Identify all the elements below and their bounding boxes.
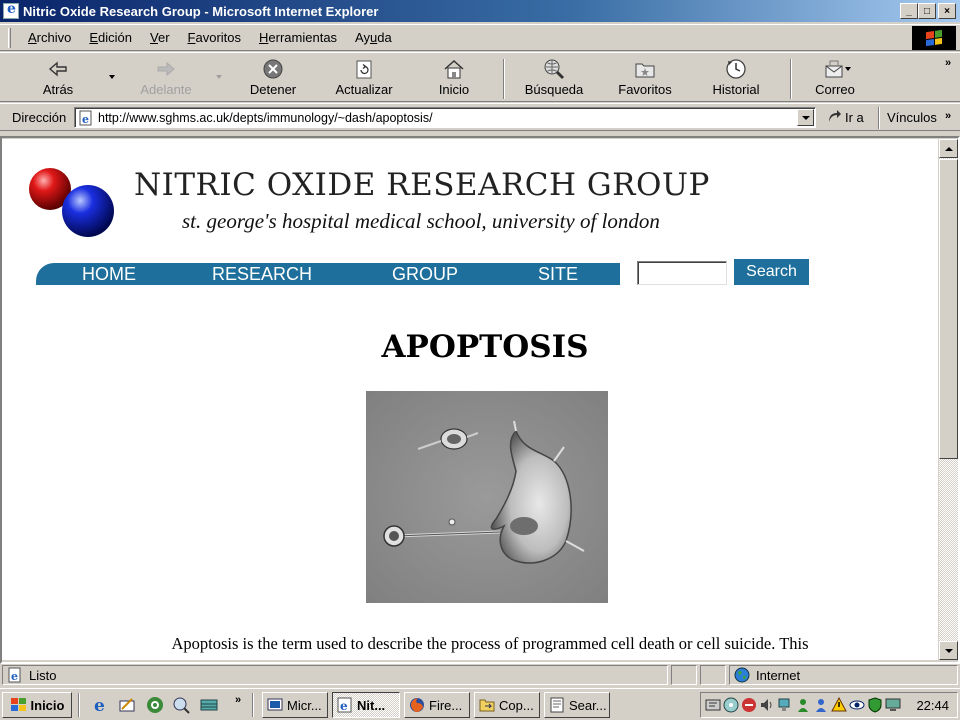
svg-text:e: e [94, 696, 105, 714]
ie-icon [337, 697, 353, 713]
back-button[interactable] [28, 55, 88, 101]
system-tray [700, 692, 958, 718]
address-url[interactable]: http://www.sghms.ac.uk/depts/immunology/~dash/apoptosis/ [98, 110, 433, 125]
tray-alert-icon[interactable] [831, 697, 847, 713]
apoptotic-cell-micrograph [366, 391, 608, 603]
site-subtitle: st. george's hospital medical school, university of london [182, 209, 660, 233]
powerpoint-icon [267, 697, 283, 713]
back-arrow-icon [47, 58, 69, 80]
status-text-cell [2, 665, 668, 685]
svg-text:e: e [340, 699, 348, 713]
close-button[interactable] [938, 3, 956, 19]
tray-messenger-icon[interactable] [795, 697, 811, 713]
intro-paragraph: Apoptosis is the term used to describe the process of programmed cell death or cell suicide. This [171, 634, 809, 653]
toolbar-more-chevron[interactable]: » [945, 57, 952, 69]
web-page [2, 139, 938, 660]
svg-text:e: e [82, 112, 89, 126]
tray-volume-icon[interactable] [759, 697, 775, 713]
window-title-bar[interactable] [0, 0, 960, 22]
tray-tools-icon[interactable] [705, 697, 721, 713]
task-button-ie[interactable] [332, 692, 400, 718]
home-button[interactable] [430, 55, 478, 101]
tray-user-icon[interactable] [813, 697, 829, 713]
task-button-search[interactable] [544, 692, 610, 718]
status-bar [0, 663, 960, 687]
task-label: Fire... [429, 697, 463, 713]
copy-icon [479, 697, 495, 713]
history-button[interactable] [708, 55, 764, 101]
menu-ayuda[interactable]: Ayuda [355, 30, 392, 45]
status-text: Listo [29, 667, 57, 683]
page-heading: APOPTOSIS [381, 329, 589, 365]
windows-taskbar [0, 688, 960, 720]
nav-group-link[interactable]: GROUP [392, 264, 459, 284]
search-globe-icon [543, 58, 565, 80]
vertical-scrollbar[interactable] [939, 139, 958, 660]
task-button-firefox[interactable] [404, 692, 470, 718]
task-button-copy[interactable] [474, 692, 540, 718]
tray-antivirus-icon[interactable] [741, 697, 757, 713]
home-label: Inicio [438, 82, 470, 97]
refresh-button[interactable] [332, 55, 396, 101]
standard-toolbar [0, 52, 960, 102]
task-label: Nit... [357, 697, 386, 713]
mail-label: Correo [815, 82, 855, 97]
refresh-icon [353, 58, 375, 80]
taskbar-clock[interactable]: 22:44 [916, 698, 949, 713]
quicklaunch-more-chevron[interactable]: » [235, 694, 242, 706]
task-label: Sear... [569, 697, 607, 713]
tray-eye-icon[interactable] [849, 697, 865, 713]
nav-site-link[interactable]: SITE [538, 264, 579, 284]
forward-button[interactable] [134, 55, 198, 101]
windows-start-icon [10, 697, 28, 713]
start-label: Inicio [30, 697, 65, 713]
forward-label: Adelante [140, 82, 192, 97]
site-search-button[interactable]: Search [733, 258, 810, 286]
menu-ver[interactable]: Ver [150, 30, 170, 45]
address-field[interactable] [74, 107, 816, 128]
quicklaunch-ie-icon[interactable] [92, 696, 110, 714]
menu-herramientas[interactable]: Herramientas [259, 30, 338, 45]
search-label: Búsqueda [524, 82, 584, 97]
home-icon [443, 58, 465, 80]
address-dropdown-button[interactable] [797, 109, 814, 126]
ie-app-icon[interactable] [3, 3, 19, 19]
scroll-up-button[interactable] [939, 139, 958, 158]
windows-logo-throbber [912, 26, 956, 50]
svg-text:e: e [11, 670, 18, 683]
close-icon: × [944, 5, 950, 17]
back-dropdown-arrow[interactable] [109, 75, 115, 79]
start-button[interactable] [2, 692, 72, 718]
nav-home-link[interactable]: HOME [82, 264, 136, 284]
mail-dropdown-arrow[interactable] [845, 67, 851, 71]
firefox-icon [409, 697, 425, 713]
toolbar-separator [503, 59, 505, 99]
search-button[interactable] [520, 55, 588, 101]
site-title: NITRIC OXIDE RESEARCH GROUP [134, 167, 710, 203]
stop-button[interactable] [244, 55, 302, 101]
tray-shield-icon[interactable] [867, 697, 883, 713]
favorites-button[interactable] [614, 55, 676, 101]
mail-button[interactable] [810, 55, 860, 101]
quicklaunch-search-icon[interactable] [172, 696, 190, 714]
quicklaunch-media-icon[interactable] [146, 696, 164, 714]
go-button[interactable] [826, 109, 864, 125]
quicklaunch-network-icon[interactable] [200, 696, 218, 714]
stop-label: Detener [249, 82, 297, 97]
scrollbar-thumb[interactable] [939, 159, 958, 459]
go-label: Ir a [845, 109, 864, 125]
mail-icon [824, 58, 846, 80]
task-label: Micr... [287, 697, 322, 713]
maximize-button[interactable] [918, 3, 936, 19]
links-more-chevron[interactable]: » [945, 110, 952, 122]
menu-edicion[interactable]: Edición [89, 30, 132, 45]
minimize-button[interactable] [900, 3, 918, 19]
refresh-label: Actualizar [335, 82, 393, 97]
tray-monitor-icon[interactable] [885, 697, 901, 713]
internet-globe-icon [734, 667, 750, 683]
window-title: Nitric Oxide Research Group - Microsoft Internet Explorer [23, 3, 379, 19]
task-label: Cop... [499, 697, 534, 713]
taskbar-separator [78, 693, 80, 717]
minimize-icon: _ [906, 5, 912, 17]
nav-research-link[interactable]: RESEARCH [212, 264, 313, 284]
favorites-label: Favoritos [618, 82, 672, 97]
favorites-folder-icon [634, 58, 656, 80]
forward-dropdown-arrow[interactable] [216, 75, 222, 79]
site-search-input[interactable] [637, 261, 727, 285]
status-cell-empty [671, 665, 697, 685]
toolbar-separator [790, 59, 792, 99]
taskbar-separator [252, 693, 254, 717]
maximize-icon: □ [923, 5, 931, 17]
nitric-oxide-molecule-logo [28, 165, 118, 239]
site-nav-bar [36, 263, 620, 285]
menu-favoritos[interactable]: Favoritos [187, 30, 242, 45]
menu-grip[interactable] [8, 28, 11, 48]
forward-arrow-icon [155, 58, 177, 80]
status-cell-empty [700, 665, 726, 685]
history-label: Historial [712, 82, 760, 97]
task-button-powerpoint[interactable] [262, 692, 328, 718]
page-done-icon [7, 667, 23, 683]
window-controls [900, 3, 956, 19]
links-separator [878, 107, 880, 129]
menu-bar [0, 24, 960, 51]
back-label: Atrás [42, 82, 74, 97]
address-bar [0, 103, 960, 131]
scroll-down-button[interactable] [939, 641, 958, 660]
history-clock-icon [725, 58, 747, 80]
search-window-icon [549, 697, 565, 713]
security-zone-cell[interactable] [729, 665, 958, 685]
zone-label: Internet [756, 667, 801, 683]
stop-icon [262, 58, 284, 80]
address-label: Dirección [12, 110, 67, 125]
tray-network-icon[interactable] [777, 697, 793, 713]
windows-flag-icon [926, 30, 942, 46]
tray-cd-icon[interactable] [723, 697, 739, 713]
go-arrow-icon [826, 109, 842, 125]
links-button[interactable]: Vínculos [887, 110, 937, 125]
page-ie-icon [78, 110, 94, 126]
quicklaunch-outlook-icon[interactable] [118, 696, 136, 714]
menu-archivo[interactable]: Archivo [28, 30, 72, 45]
